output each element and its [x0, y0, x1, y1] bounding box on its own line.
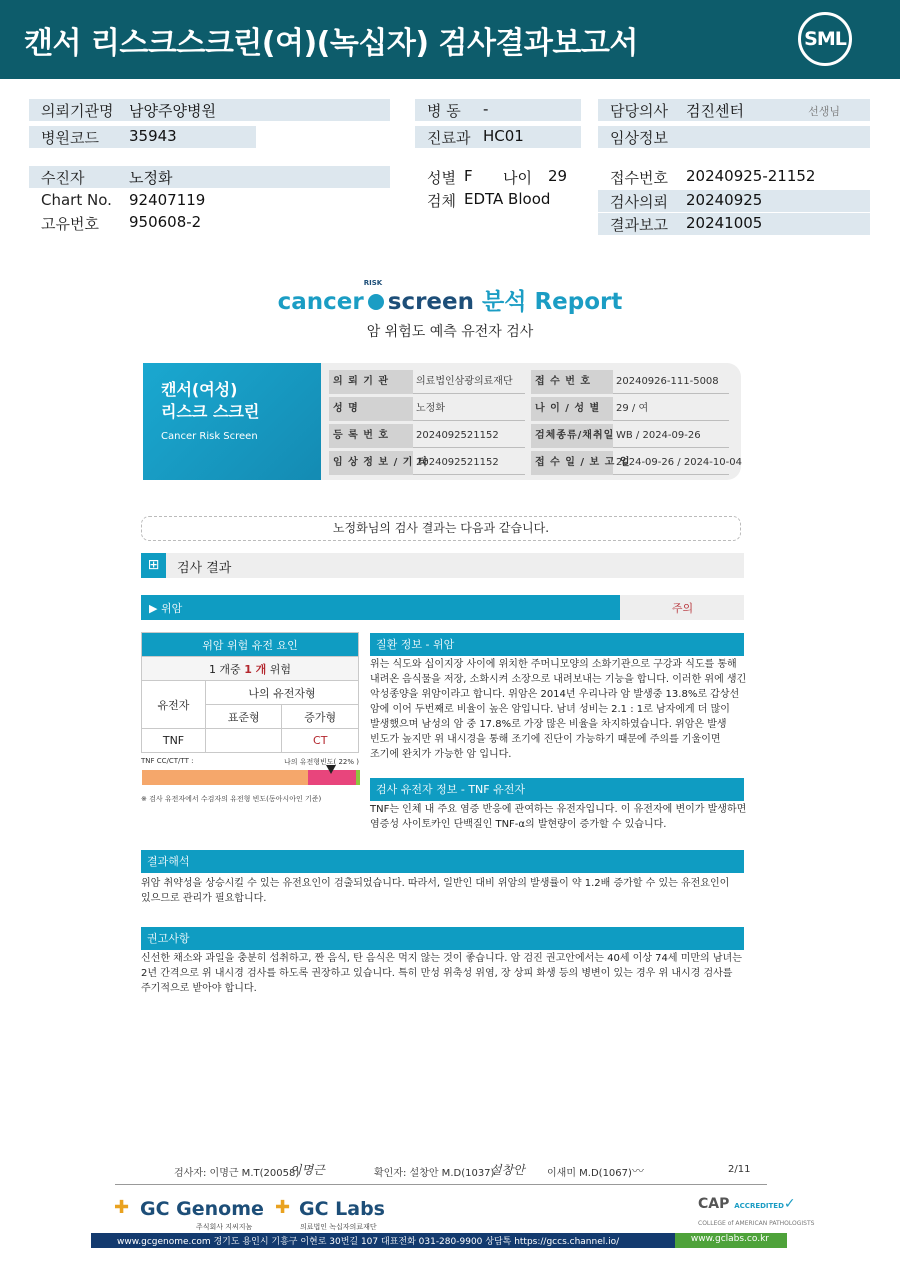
count-suffix: 위험	[269, 662, 292, 676]
cap-subtext: COLLEGE of AMERICAN PATHOLOGISTS	[698, 1220, 815, 1227]
card-value: 2024-09-26 / 2024-10-04	[613, 451, 729, 475]
text-line: 염증성 사이토카인 단백질인 TNF-α의 발현량이 증가할 수 있습니다.	[370, 819, 667, 830]
card-row	[329, 451, 742, 475]
doctor-suffix: 선생님	[808, 105, 840, 118]
footer-address: www.gcgenome.com 경기도 용인시 기흥구 이현로 30번길 107 대표전화 031-280-9900 상담톡 https://gccs.channel.io/	[117, 1237, 620, 1247]
age-value: 29	[548, 167, 568, 185]
doctor2-signature-icon: 〰	[632, 1164, 645, 1178]
dept-label: 진료과	[427, 129, 471, 147]
hospital-code-label: 병원코드	[41, 129, 99, 147]
text-line: 위암 취약성을 상승시킬 수 있는 유전요인이 검출되었습니다. 따라서, 일반인 대비 위암의 발생률이 약 1.2배 증가할 수 있는 유전요인이	[141, 878, 730, 889]
chart-row	[29, 190, 390, 212]
institution-label: 의뢰기관명	[41, 102, 114, 120]
card-value: WB / 2024-09-26	[613, 424, 729, 448]
cancer-screen-logo	[0, 279, 900, 316]
header-bar	[0, 0, 900, 79]
dept-value: HC01	[483, 127, 524, 145]
specimen-value: EDTA Blood	[464, 190, 551, 208]
receipt-label: 접수번호	[610, 169, 668, 187]
chart-label: Chart No.	[41, 191, 112, 209]
plus-icon: ⊞	[141, 553, 166, 578]
card-value: 의료법인삼광의료재단	[413, 370, 525, 394]
ward-value: -	[483, 100, 489, 118]
report-date-row	[598, 213, 870, 235]
disease-info-text	[370, 657, 746, 762]
gc-labs-cross-icon: ✚	[275, 1197, 291, 1218]
card-label: 접 수 일 / 보 고 일	[531, 451, 613, 475]
text-line: 악성종양을 위암이라고 합니다. 위암은 2014년 우리나라 암 발생중 13.8%로 갑상선	[370, 689, 740, 700]
stomach-risk-bar	[141, 595, 744, 620]
sex-value: F	[464, 167, 473, 185]
clinical-row	[598, 126, 870, 148]
unique-label: 고유번호	[41, 215, 99, 233]
card-label: 접 수 번 호	[531, 370, 613, 394]
recommendation-text	[141, 951, 744, 996]
freq-right-label: 나의 유전형빈도( 22% )	[283, 758, 359, 766]
report-date-value: 20241005	[686, 214, 763, 232]
recommendation-title: 권고사항	[141, 927, 744, 950]
gc-labs-logo: GC Labs	[299, 1198, 385, 1220]
risk-fill	[141, 595, 620, 620]
card-title-line-1: 캔서(여성)	[161, 380, 238, 399]
receipt-row	[598, 166, 870, 188]
gc-labs-sub: 의료법인 녹십자의료재단	[300, 1223, 377, 1231]
gene-name: TNF	[142, 729, 206, 753]
card-label: 의 뢰 기 관	[329, 370, 413, 394]
footer-bar	[91, 1233, 787, 1248]
inc-value: CT	[282, 729, 359, 753]
card-title-en: Cancer Risk Screen	[161, 431, 258, 442]
text-line: 빈도가 높지만 위 내시경을 통해 조기에 진단이 가능하기 때문에 주의를 기울이면	[370, 734, 721, 745]
dept-row	[415, 126, 581, 148]
checker-signature: 설창안	[490, 1163, 525, 1177]
patient-label: 수진자	[41, 169, 85, 187]
logo-screen: screen	[387, 289, 474, 315]
freq-segment	[356, 770, 360, 785]
card-value: 29 / 여	[613, 397, 729, 421]
col-my-header: 나의 유전자형	[206, 681, 359, 705]
report-title: 캔서 리스크스크린(여)(녹십자) 검사결과보고서	[24, 26, 638, 61]
gene-info-text	[370, 802, 746, 832]
request-value: 20240925	[686, 191, 763, 209]
text-line: 2년 간격으로 위 내시경 검사를 하도록 권장하고 있습니다. 특히 만성 위축성 위염, 장 상피 화생 등의 병변이 있는 경우 위 내시경 검사를	[141, 968, 733, 979]
gc-genome-sub: 주식회사 지씨지놈	[196, 1223, 253, 1231]
request-label: 검사의뢰	[610, 193, 668, 211]
section-title: 검사 결과	[177, 561, 232, 576]
gene-info-title: 검사 유전자 정보 - TNF 유전자	[370, 778, 744, 801]
card-label: 검체종류/채취일	[531, 424, 613, 448]
specimen-label: 검체	[427, 192, 456, 210]
receipt-value: 20240925-21152	[686, 167, 816, 185]
count-prefix: 1 개중	[208, 662, 241, 676]
card-value: 2024092521152	[413, 451, 525, 475]
card-row	[329, 397, 733, 421]
card-row	[329, 424, 733, 448]
stomach-label: ▶ 위암	[149, 602, 183, 615]
card-title-panel	[143, 363, 321, 480]
gene-count	[142, 657, 359, 681]
risk-icon	[368, 294, 384, 310]
card-label: 성 명	[329, 397, 413, 421]
sex-age-row	[415, 166, 581, 188]
gc-genome-cross-icon: ✚	[114, 1197, 130, 1218]
gene-table-title: 위암 위험 유전 요인	[142, 633, 359, 657]
col-std-header: 표준형	[206, 705, 282, 729]
logo-risk: RISK	[363, 279, 383, 287]
col-gene-header: 유전자	[142, 681, 206, 729]
text-line: 있으므로 관리가 필요합니다.	[141, 893, 267, 904]
text-line: 신선한 채소와 과일을 충분히 섭취하고, 짠 음식, 탄 음식은 먹지 않는 것이 좋습니다. 암 검진 권고안에서는 40세 이상 74세 미만의 남녀는	[141, 953, 742, 964]
tester: 검사자: 이명근 M.T(20058)	[174, 1168, 300, 1179]
doctor-value: 검진센터	[686, 102, 744, 120]
card-label: 등 록 번 호	[329, 424, 413, 448]
disease-info-title: 질환 정보 - 위암	[370, 633, 744, 656]
doctor-row	[598, 99, 870, 121]
tester-signature: 이명근	[290, 1163, 325, 1177]
report-date-label: 결과보고	[610, 216, 668, 234]
card-row	[329, 370, 733, 394]
sex-label: 성별	[427, 169, 456, 187]
freq-note: ※ 검사 유전자에서 수검자의 유전형 빈도(동아시아인 기준)	[141, 795, 322, 803]
card-title	[161, 379, 259, 423]
age-label: 나이	[503, 169, 532, 187]
patient-value: 노정화	[129, 169, 173, 187]
hospital-code-value: 35943	[129, 127, 177, 145]
freq-segment	[142, 770, 308, 785]
card-label: 나 이 / 성 별	[531, 397, 613, 421]
text-line: 주기적으로 받아야 합니다.	[141, 983, 257, 994]
genotype-marker-icon	[326, 765, 336, 774]
doctor-label: 담당의사	[610, 102, 668, 120]
gene-table	[141, 632, 359, 753]
logo-report: 분석 Report	[482, 289, 623, 315]
cap-text: CAP	[698, 1196, 730, 1212]
page-number: 2/11	[728, 1164, 751, 1175]
sml-logo: SML	[798, 12, 852, 66]
text-line: 내려온 음식물을 저장, 소화시켜 소장으로 내려보내는 기능을 합니다. 이러한 위에 생긴	[370, 674, 747, 685]
unique-value: 950608-2	[129, 213, 202, 231]
card-label: 임 상 정 보 / 기 타	[329, 451, 413, 475]
ward-label: 병 동	[427, 102, 461, 120]
specimen-row	[415, 189, 581, 211]
institution-value: 남양주양병원	[129, 102, 216, 120]
gc-genome-logo: GC Genome	[140, 1198, 264, 1220]
text-line: 위는 식도와 십이지장 사이에 위치한 주머니모양의 소화기관으로 구강과 식도를 통해	[370, 659, 737, 670]
text-line: TNF는 인체 내 주요 염증 반응에 관여하는 유전자입니다. 이 유전자에 변이가 발생하면	[370, 804, 747, 815]
checker: 확인자: 설창안 M.D(1037)	[374, 1168, 495, 1179]
interpretation-text	[141, 876, 744, 906]
unique-row	[29, 212, 390, 234]
card-value: 20240926-111-5008	[613, 370, 729, 394]
card-value: 2024092521152	[413, 424, 525, 448]
patient-row	[29, 166, 390, 188]
risk-status: 주의	[671, 602, 694, 615]
interpretation-title: 결과해석	[141, 850, 744, 873]
card-value: 노정화	[413, 397, 525, 421]
footer-url: www.gclabs.co.kr	[690, 1234, 769, 1244]
cap-accredited: ACCREDITED	[734, 1202, 784, 1210]
institution-row	[29, 99, 390, 121]
card-title-line-2: 리스크 스크린	[161, 402, 260, 421]
section-header	[141, 553, 744, 578]
result-intro: 노정화님의 검사 결과는 다음과 같습니다.	[141, 516, 741, 541]
doctor2: 이새미 M.D(1067)	[547, 1168, 632, 1179]
ward-row	[415, 99, 581, 121]
text-line: 암에 이어 두번째로 비율이 높은 암입니다. 남녀 성비는 2.1 : 1로 남자에게 더 많이	[370, 704, 730, 715]
count-value: 1 개	[244, 662, 267, 676]
patient-card	[143, 363, 741, 480]
std-value	[206, 729, 282, 753]
text-line: 발생했으며 남성의 암 중 17.8%로 가장 많은 비율을 차지하였습니다. 위암은 발생	[370, 719, 727, 730]
chart-value: 92407119	[129, 191, 206, 209]
col-inc-header: 증가형	[282, 705, 359, 729]
logo-cancer: cancer	[277, 289, 364, 315]
text-line: 조기에 완치가 가능한 암 입니다.	[370, 749, 512, 760]
check-icon: ✓	[783, 1196, 796, 1212]
hospital-code-row	[29, 126, 256, 148]
cap-logo	[698, 1196, 796, 1212]
footer-divider	[115, 1184, 767, 1185]
freq-left-label: TNF CC/CT/TT :	[141, 757, 194, 765]
report-subtitle: 암 위험도 예측 유전자 검사	[366, 324, 534, 340]
clinical-label: 임상정보	[610, 129, 668, 147]
request-row	[598, 190, 870, 212]
